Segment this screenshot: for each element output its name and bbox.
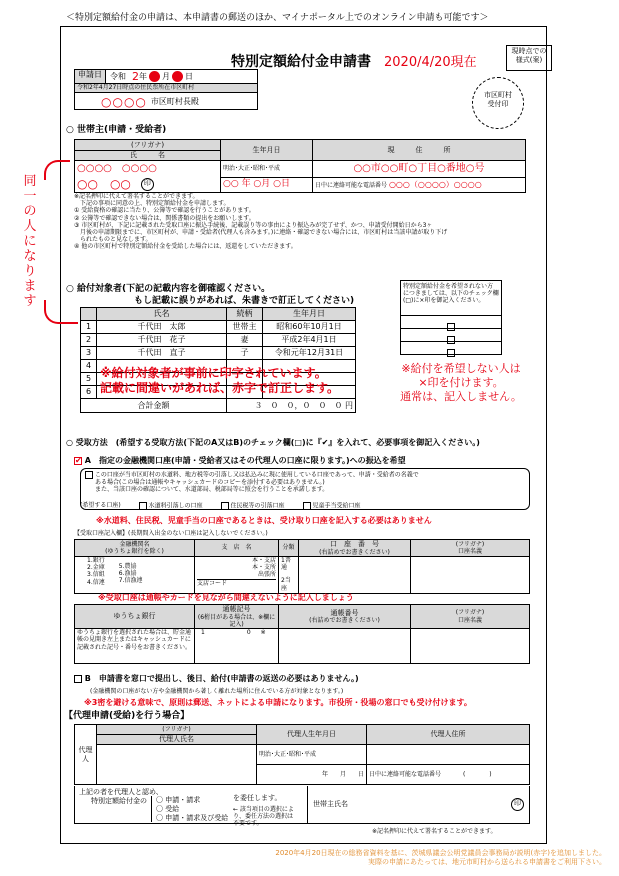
tax-account-checkbox[interactable] (221, 502, 229, 510)
sample-badge: 現時点での 様式(案) (506, 45, 552, 71)
mayor-name: ○○○○ (101, 94, 147, 109)
same-account-checkbox[interactable] (85, 471, 93, 479)
same-person-annotation: 同 一 の 人 に な り ま す (23, 174, 37, 309)
householder-address[interactable]: ○○市○○町○丁目○番地○号 (313, 160, 526, 177)
yucho-table: ゆうちょ銀行 通帳記号 (6桁目がある場合は、※欄に記入) 通帳番号 (右詰めでお書きください) (フリガナ) 口座名義 ゆうちょ銀行を選択された場合は、貯金通帳の見開き左上またはキャッシュカードに記載された記号・番号をお書きください。 1 0 ※ (74, 604, 530, 664)
proxy-heading: 【代理申請(受給)を行う場合】 (64, 711, 190, 721)
consent-notes: ※記名押印に代えて署名することができます。 下記の事項に同意の上、特別定額給付金を申請します。 ① 受給資格の確認に当たり、公簿等で確認を行うことがあります。 ② 公簿等で確認できない場合は、関係書類の提出をお願いします。 ③ 市区町村が、下記に記載された受取口座に振込手続後、記載誤り等の事由により振込みが完了せず、かつ、申請受付開始日から3ヶ 月後の申請期限までに、市区町村が、申請・受給者(代理人も含みます。)に連絡・確認できない場合には、市区町村は当該申請が取り下げ られたものと見なします。 ④ 他の市区町村で特別定額給付金を受給した場合には、返還をしていただきます。 (74, 193, 448, 251)
householder-heading: ○ 世帯主(申請・受給者) (66, 125, 167, 135)
option-b: B 申請書を窓口で提出し、後日、給付(申請書の返送の必要はありません。) (74, 674, 359, 684)
option-b-checkbox[interactable] (74, 675, 82, 683)
recipient-row: 1 千代田 太郎 世帯主 昭和60年10月1日 (81, 321, 356, 334)
seal-mark: 印 (141, 178, 154, 191)
option-b-red-note: ※3密を避ける意味で、原則は郵送、ネットによる申請になります。市役所・役場の窓口でも受け付けます。 (84, 698, 472, 707)
water-account-checkbox[interactable] (139, 502, 147, 510)
online-notice: ＜特別定額給付金の申請は、本申請書の郵送のほか、マイナポータル上でのオンライン申請も可能です＞ (66, 13, 489, 23)
recipients-heading: ○ 給付対象者(下記の記載内容を御確認ください。 (66, 284, 271, 294)
recipients-red-note: ※給付対象者が事前に印字されています。 記載に間違いがあれば、赤字で訂正します。 (100, 366, 340, 395)
month-mark (149, 71, 160, 82)
account-red-note-2: ※受取口座は通帳やカードを見ながら間違えないように記入しましょう (98, 593, 354, 602)
householder-phone[interactable]: ○○○（○○○○）○○○○ (388, 180, 482, 190)
account-heading: 【受取口座記入欄】(長期間入出金のない口座は記入しないでください。) (74, 530, 268, 537)
annotation-bracket-bottom (44, 300, 78, 324)
householder-birth[interactable]: ○○ 年 ○月 ○日 (221, 177, 313, 192)
bank-table: 金融機関名 (ゆうちょ銀行を除く) 支 店 名 分類 口 座 番 号 (右詰めでお書きください) (フリガナ) 口座名義 1.銀行 2.金庫 3.信組 4.信連 5.農協 6.漁協 7.信漁連 本・支店 本・支所 出張所 支店コード 1普通 2当座 (74, 539, 530, 594)
footer: 2020年4月20日現在の総務省資料を基に、茨城県議会公明党議員会事務局が説明(赤字)を追加しました。 実際の申請にあたっては、地元市町村から送られる申請書をご利用下さい。 (275, 849, 606, 866)
apply-date-block: 申請日 令和 2 年 月 日 令和2年4月27日時点の住民票所在市区町村 ○○○○ 市区町村長殿 (74, 69, 258, 110)
opt-out-red-note: ※給付を希望しない人は ×印を付けます。 通常は、記入しません。 (400, 362, 522, 403)
seal-note: ※記名押印に代えて署名することができます。 (372, 828, 497, 835)
receipt-heading: ○ 受取方法 (希望する受取方法(下記のA又はB)のチェック欄(□)に『✔』を入れて、必要事項を御記入ください。) (66, 438, 480, 447)
form-title: 特別定額給付金申請書 (231, 54, 371, 70)
account-choices: (希望する口座) 水道料引落しの口座 住民税等の引落口座 児童手当受給口座 (80, 502, 361, 510)
option-a-checkbox[interactable]: ✔ (75, 455, 82, 465)
householder-furigana[interactable]: ○○○○ ○○○○ (77, 162, 157, 174)
option-b-note: (金融機関の口座がない方や金融機関から著しく離れた場所に住んでいる方が対象となります。) (90, 688, 344, 695)
householder-table: (フリガナ) 生年月日 現 住 所 氏 名 ○○○○ ○○○○ ○○ ○○ 印 明治･大正･昭和･平成 ○○市○○町○丁目○番地○号 ○○ 年 ○月 ○日 日中に連絡可能な電話番号 ○○○（○○○○）○○○○ (74, 139, 526, 193)
recipient-row: 5 (81, 373, 356, 386)
opt-out-checkbox[interactable] (447, 349, 455, 357)
opt-out-box: 特別定額給付金を希望されない方につきましては、以下のチェック欄(□)に×印を御記入ください。 (400, 280, 502, 316)
day-mark (172, 71, 183, 82)
option-a: ✔ A 指定の金融機関口座(申請・受給者又はその代理人の口座に限ります。)への振込を希望 (75, 455, 406, 465)
recipient-row: 4 (81, 360, 356, 373)
annotation-bracket-top (44, 160, 70, 180)
reception-stamp: 市区町村 受付印 (472, 77, 524, 129)
delegation-block: 上記の者を代理人と認め、 特別定額給付金の 〇 申請・請求 〇 受給 〇 申請・請求及び受給 を委任します。 ← 該当項目の選択により、委任方法の選択は不要です。 世帯主氏名 印 (74, 786, 530, 824)
yucho-note: ゆうちょ銀行を選択された場合は、貯金通帳の見開き左上またはキャッシュカードに記載された記号・番号をお書きください。 (75, 629, 195, 664)
recipient-row: 6 (81, 386, 356, 399)
householder-name[interactable]: ○○ ○○ (77, 177, 131, 192)
opt-out-checks (400, 316, 502, 355)
proxy-table: 代理人 (フリガナ) 代理人生年月日 代理人住所 代理人氏名 明治･大正･昭和･平成 年 月 日 日中に連絡可能な電話番号 ( ) (74, 724, 530, 785)
option-a-detail: この口座が当市区町村の水道料、地方税等の引落し又は払込みに現に使用している口座であって、申請・受給者の名義で ある場合(この場合は通帳やキャッシュカードのコピーを添付する必要はありません。) また、当該口座の確認について、水道部局、税部局等に照会を行うことを承諾します。 (80, 468, 530, 510)
apply-year[interactable]: 2 (132, 69, 139, 83)
account-red-note: ※水道料、住民税、児童手当の口座であるときは、受け取り口座を記入する必要はありません (96, 516, 432, 525)
total-amount[interactable]: ３ ０ ０，０ ０ ０ (254, 400, 343, 410)
proxy-seal: 印 (511, 798, 524, 811)
recipient-row: 3 千代田 直子 子 令和元年12月31日 (81, 347, 356, 360)
delegate-options[interactable]: 〇 申請・請求 〇 受給 〇 申請・請求及び受給 (151, 796, 228, 822)
recipients-table: 氏名 続柄 生年月日 1 千代田 太郎 世帯主 昭和60年10月1日 2 千代田 花子 妻 平成2年4月1日 3 千代田 直子 子 令和元年12月31日 4 5 6 合計金額 ３ ０ ０，０ ０ ０ 円 (80, 307, 356, 413)
as-of-date: 2020/4/20現在 (384, 55, 477, 70)
recipient-row: 2 千代田 花子 妻 平成2年4月1日 (81, 334, 356, 347)
recipients-heading-2: もし記載に誤りがあれば、朱書きで訂正してください) (134, 296, 355, 306)
child-allowance-checkbox[interactable] (303, 502, 311, 510)
